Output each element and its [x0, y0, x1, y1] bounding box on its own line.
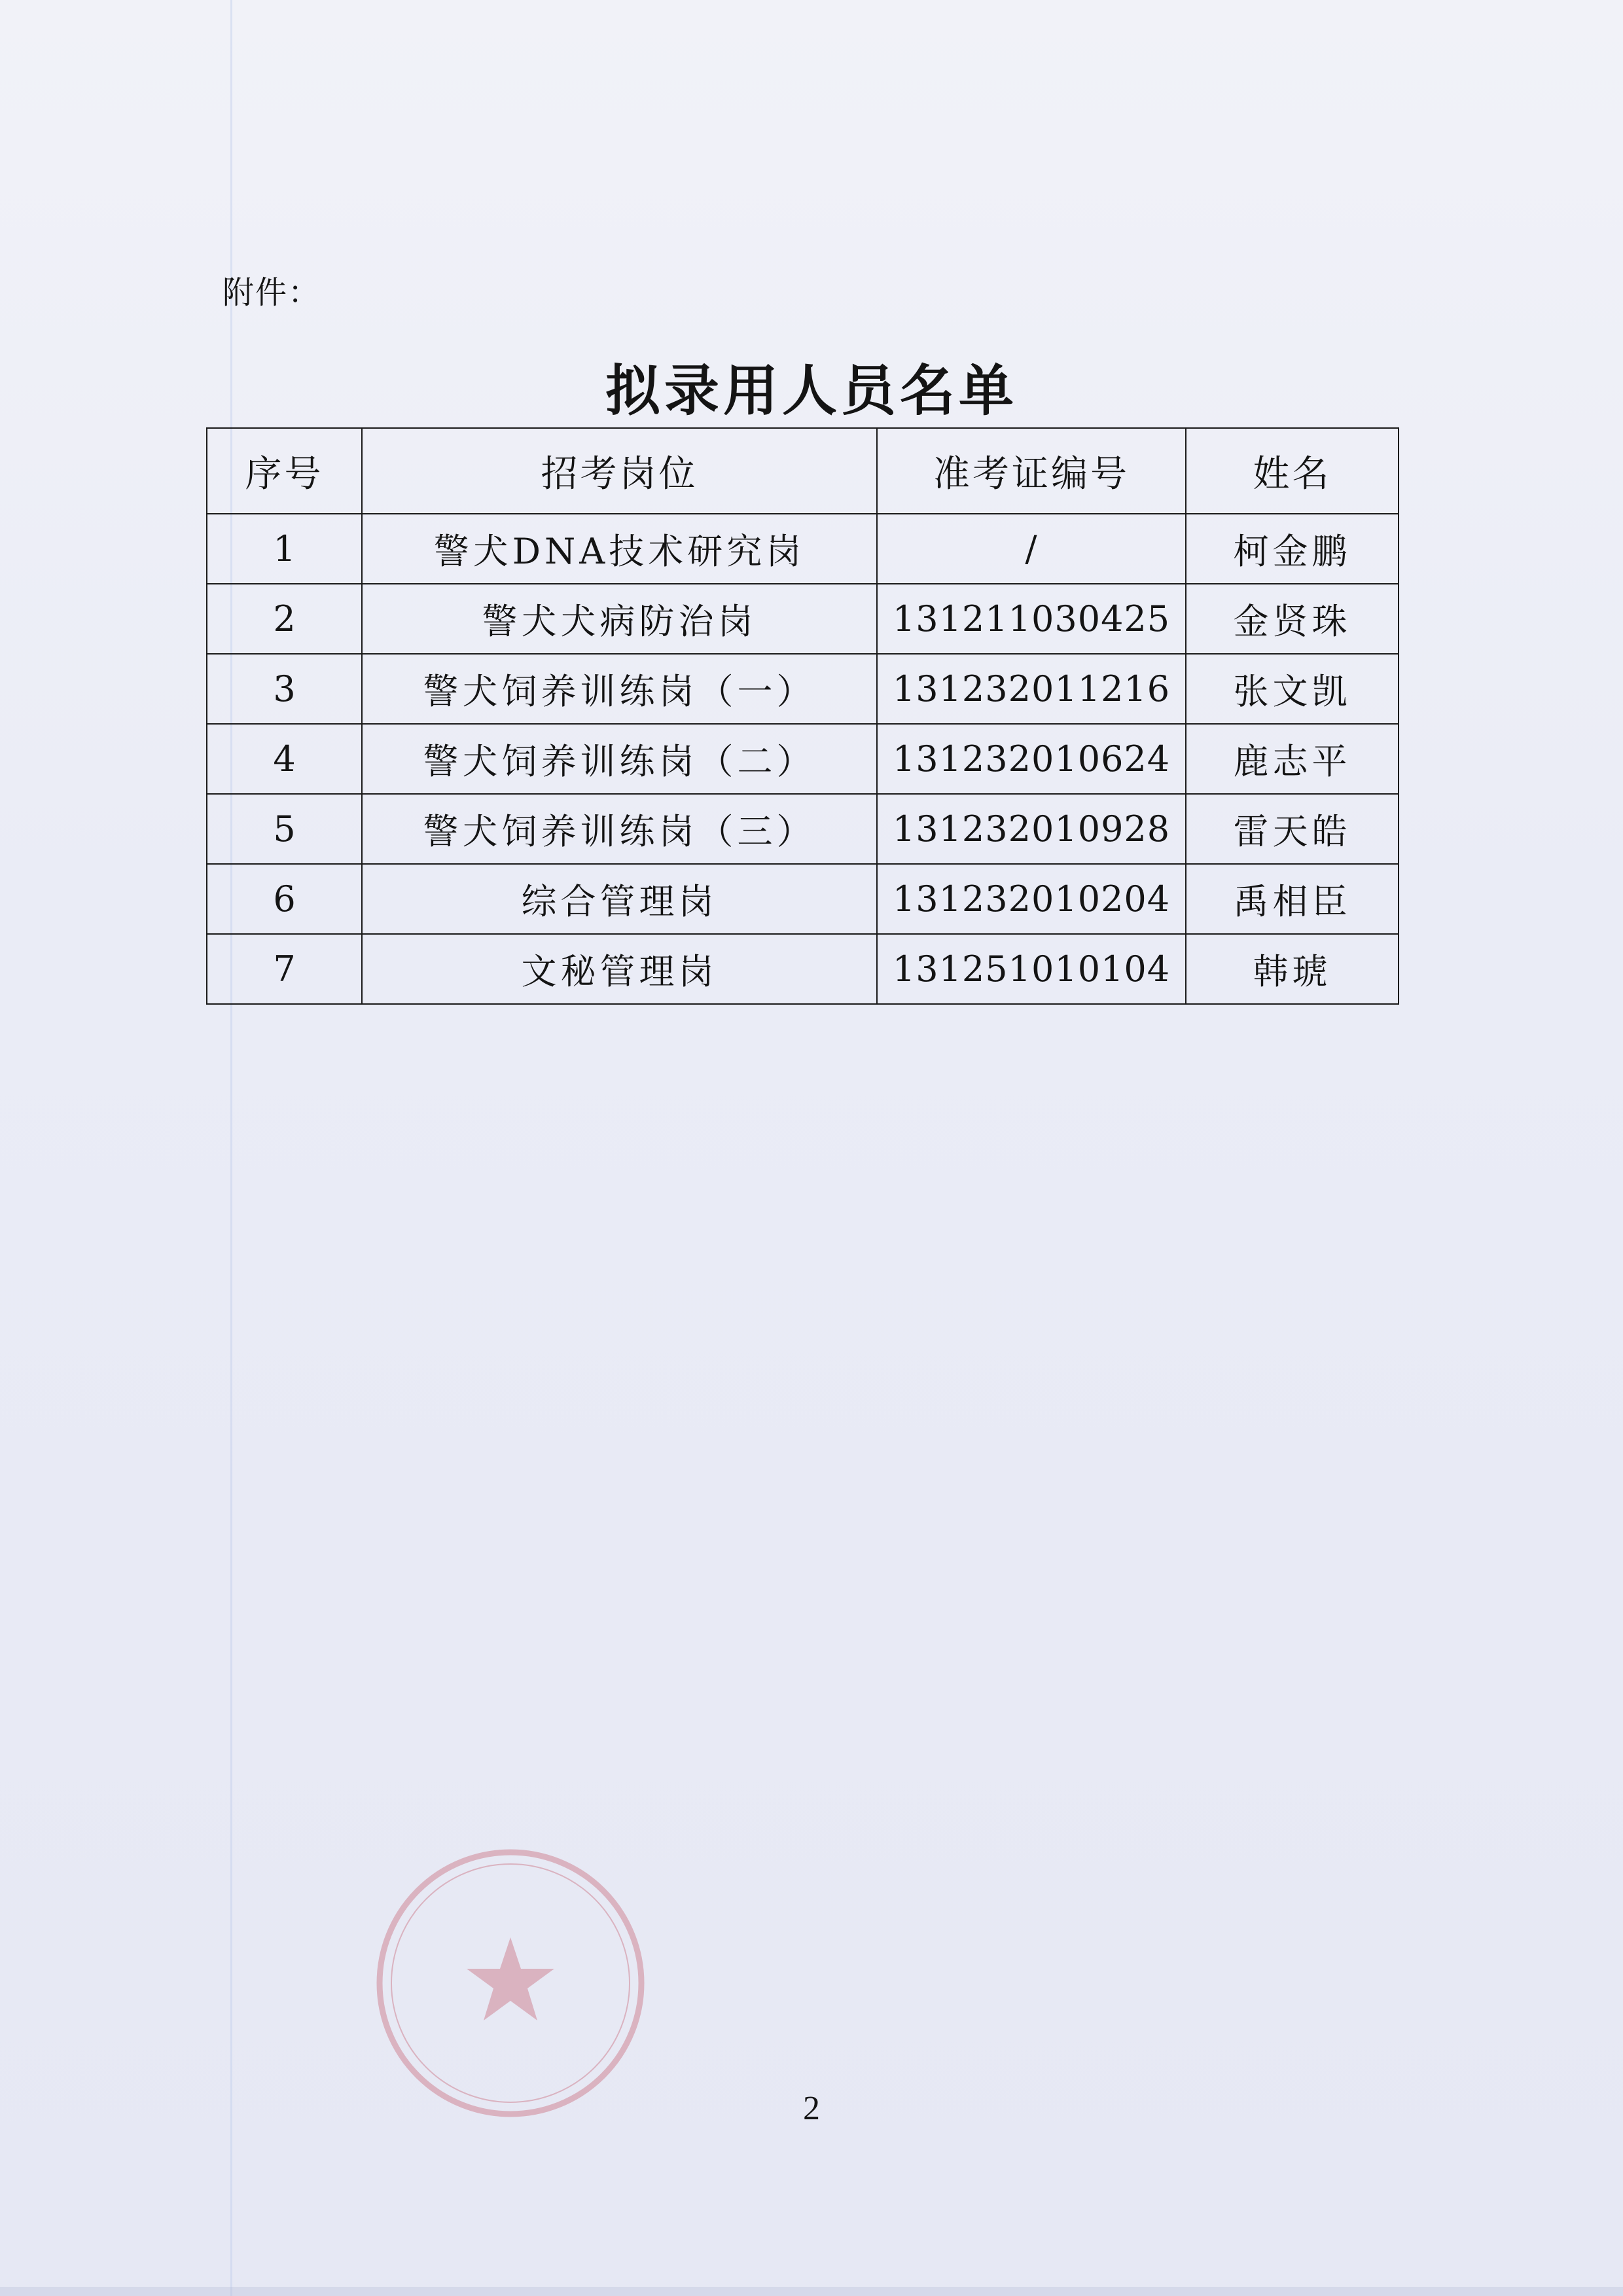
- cell-exam-number: 131232011216: [877, 654, 1186, 724]
- cell-name: 张文凯: [1186, 654, 1399, 724]
- page-number: 2: [803, 2090, 820, 2127]
- header-index: 序号: [207, 428, 362, 514]
- scan-artifact-line: [230, 0, 232, 2296]
- cell-index: 3: [207, 654, 362, 724]
- table-row: [207, 724, 1399, 794]
- faded-seal-stamp: [366, 1839, 654, 2127]
- cell-position: 警犬饲养训练岗（二）: [362, 724, 877, 794]
- cell-index: 5: [207, 794, 362, 864]
- candidate-table: [206, 427, 1399, 1005]
- header-name: 姓名: [1186, 428, 1399, 514]
- cell-position: 综合管理岗: [362, 864, 877, 934]
- cell-position: 警犬饲养训练岗（一）: [362, 654, 877, 724]
- cell-position: 警犬DNA技术研究岗: [362, 514, 877, 584]
- table-row: [207, 934, 1399, 1004]
- cell-position: 警犬饲养训练岗（三）: [362, 794, 877, 864]
- cell-index: 7: [207, 934, 362, 1004]
- header-position: 招考岗位: [362, 428, 877, 514]
- scan-artifact-edge: [0, 2287, 1623, 2296]
- cell-index: 4: [207, 724, 362, 794]
- cell-name: 雷天皓: [1186, 794, 1399, 864]
- cell-exam-number: 131232010204: [877, 864, 1186, 934]
- cell-exam-number: /: [877, 514, 1186, 584]
- table-row: [207, 794, 1399, 864]
- table-row: [207, 584, 1399, 654]
- table-row: [207, 654, 1399, 724]
- table-header-row: [207, 428, 1399, 514]
- cell-exam-number: 131232010928: [877, 794, 1186, 864]
- attachment-label: 附件：: [223, 274, 321, 311]
- cell-name: 鹿志平: [1186, 724, 1399, 794]
- cell-name: 金贤珠: [1186, 584, 1399, 654]
- cell-exam-number: 131251010104: [877, 934, 1186, 1004]
- cell-position: 文秘管理岗: [362, 934, 877, 1004]
- header-exam-number: 准考证编号: [877, 428, 1186, 514]
- cell-index: 6: [207, 864, 362, 934]
- cell-name: 禹相臣: [1186, 864, 1399, 934]
- cell-position: 警犬犬病防治岗: [362, 584, 877, 654]
- table-row: [207, 864, 1399, 934]
- cell-exam-number: 131232010624: [877, 724, 1186, 794]
- table-row: [207, 514, 1399, 584]
- cell-name: 柯金鹏: [1186, 514, 1399, 584]
- cell-index: 1: [207, 514, 362, 584]
- cell-index: 2: [207, 584, 362, 654]
- page-title: 拟录用人员名单: [605, 359, 1018, 423]
- cell-exam-number: 131211030425: [877, 584, 1186, 654]
- cell-name: 韩琥: [1186, 934, 1399, 1004]
